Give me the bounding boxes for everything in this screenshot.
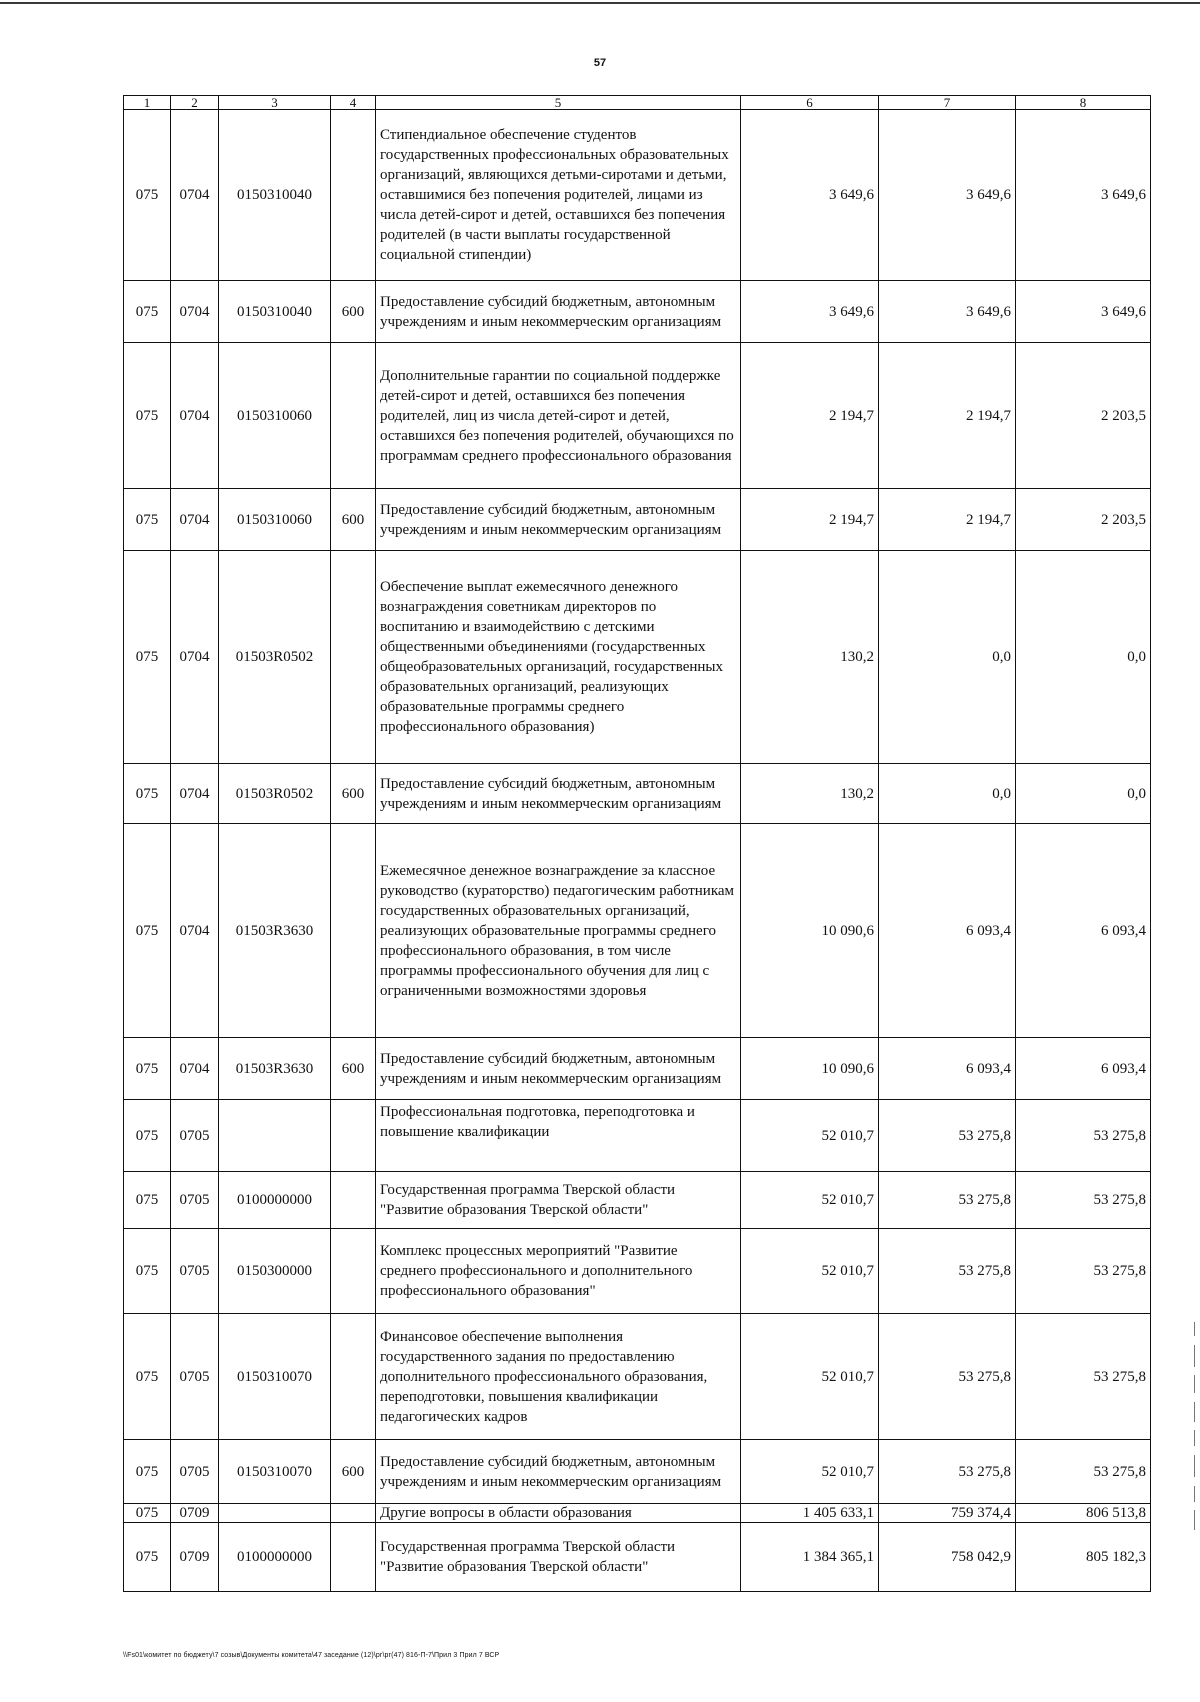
cell-item-name: Государственная программа Тверской области "Развитие образования Тверской области" (376, 1172, 741, 1229)
cell-item-name: Финансовое обеспечение выполнения государственного задания по предоставлению дополнительного профессионального образования, переподготовки, повышения квалификации педагогических кадров (376, 1314, 741, 1440)
table-row (124, 343, 1151, 489)
column-header: 5 (376, 96, 741, 110)
table-row (124, 489, 1151, 551)
cell-ministry-code: 075 (124, 551, 171, 764)
cell-expense-type: 600 (331, 489, 376, 551)
cell-section-code: 0704 (171, 764, 219, 824)
cell-ministry-code: 075 (124, 1504, 171, 1523)
scan-edge-mark (1194, 1345, 1195, 1367)
cell-expense-type: 600 (331, 1440, 376, 1504)
cell-target-code: 01503R0502 (219, 551, 331, 764)
cell-item-name: Предоставление субсидий бюджетным, автономным учреждениям и иным некоммерческим организациям (376, 764, 741, 824)
cell-amount-year-1: 130,2 (741, 764, 879, 824)
cell-section-code: 0704 (171, 489, 219, 551)
cell-section-code: 0705 (171, 1172, 219, 1229)
cell-ministry-code: 075 (124, 1172, 171, 1229)
cell-section-code: 0704 (171, 343, 219, 489)
cell-expense-type (331, 824, 376, 1038)
cell-item-name: Предоставление субсидий бюджетным, автономным учреждениям и иным некоммерческим организациям (376, 489, 741, 551)
budget-table (123, 95, 1151, 1592)
cell-target-code: 0150300000 (219, 1229, 331, 1314)
cell-amount-year-2: 53 275,8 (879, 1100, 1016, 1172)
table-row (124, 1504, 1151, 1523)
cell-target-code: 0150310040 (219, 281, 331, 343)
cell-ministry-code: 075 (124, 281, 171, 343)
cell-target-code: 0150310040 (219, 110, 331, 281)
cell-amount-year-1: 52 010,7 (741, 1229, 879, 1314)
cell-amount-year-3: 53 275,8 (1016, 1314, 1151, 1440)
cell-amount-year-2: 2 194,7 (879, 343, 1016, 489)
cell-ministry-code: 075 (124, 1100, 171, 1172)
cell-section-code: 0705 (171, 1440, 219, 1504)
cell-target-code: 0150310070 (219, 1440, 331, 1504)
table-row (124, 1523, 1151, 1592)
cell-expense-type (331, 1504, 376, 1523)
cell-target-code: 0100000000 (219, 1172, 331, 1229)
cell-amount-year-3: 6 093,4 (1016, 824, 1151, 1038)
cell-section-code: 0704 (171, 110, 219, 281)
cell-section-code: 0704 (171, 1038, 219, 1100)
table-row (124, 1229, 1151, 1314)
table-row (124, 1440, 1151, 1504)
cell-target-code: 01503R3630 (219, 824, 331, 1038)
cell-amount-year-1: 1 405 633,1 (741, 1504, 879, 1523)
cell-ministry-code: 075 (124, 1523, 171, 1592)
cell-target-code (219, 1504, 331, 1523)
table-row (124, 1314, 1151, 1440)
scan-edge-mark (1194, 1375, 1195, 1393)
column-header: 1 (124, 96, 171, 110)
table-row (124, 764, 1151, 824)
table-row (124, 1038, 1151, 1100)
cell-amount-year-2: 53 275,8 (879, 1314, 1016, 1440)
cell-ministry-code: 075 (124, 1440, 171, 1504)
cell-section-code: 0704 (171, 824, 219, 1038)
cell-ministry-code: 075 (124, 764, 171, 824)
cell-amount-year-2: 2 194,7 (879, 489, 1016, 551)
cell-amount-year-1: 10 090,6 (741, 824, 879, 1038)
cell-target-code: 01503R3630 (219, 1038, 331, 1100)
cell-amount-year-1: 3 649,6 (741, 110, 879, 281)
cell-amount-year-3: 53 275,8 (1016, 1100, 1151, 1172)
cell-expense-type (331, 343, 376, 489)
column-header: 4 (331, 96, 376, 110)
cell-amount-year-1: 3 649,6 (741, 281, 879, 343)
cell-expense-type (331, 1172, 376, 1229)
cell-amount-year-1: 52 010,7 (741, 1172, 879, 1229)
column-header: 8 (1016, 96, 1151, 110)
cell-amount-year-2: 0,0 (879, 764, 1016, 824)
table-row (124, 551, 1151, 764)
cell-amount-year-1: 52 010,7 (741, 1100, 879, 1172)
cell-section-code: 0705 (171, 1314, 219, 1440)
cell-section-code: 0704 (171, 551, 219, 764)
cell-target-code: 01503R0502 (219, 764, 331, 824)
cell-item-name: Дополнительные гарантии по социальной поддержке детей-сирот и детей, оставшихся без попечения родителей, лиц из числа детей-сирот и детей, оставшихся без попечения родителей, обучающихся по программам среднего профессионального образования (376, 343, 741, 489)
cell-amount-year-2: 758 042,9 (879, 1523, 1016, 1592)
cell-amount-year-1: 2 194,7 (741, 489, 879, 551)
cell-expense-type: 600 (331, 281, 376, 343)
cell-target-code (219, 1100, 331, 1172)
cell-amount-year-3: 53 275,8 (1016, 1172, 1151, 1229)
cell-amount-year-3: 2 203,5 (1016, 489, 1151, 551)
cell-amount-year-1: 2 194,7 (741, 343, 879, 489)
column-header: 2 (171, 96, 219, 110)
cell-amount-year-2: 6 093,4 (879, 824, 1016, 1038)
cell-amount-year-3: 53 275,8 (1016, 1229, 1151, 1314)
footer-file-path: \\Fs01\комитет по бюджету\7 созыв\Документы комитета\47 заседание (12)\рг\рг(47) 816-П-7\Прил 3 Прил 7 ВСР (123, 1652, 500, 1659)
cell-target-code: 0150310070 (219, 1314, 331, 1440)
cell-section-code: 0709 (171, 1523, 219, 1592)
column-header: 6 (741, 96, 879, 110)
cell-amount-year-3: 805 182,3 (1016, 1523, 1151, 1592)
cell-section-code: 0709 (171, 1504, 219, 1523)
scan-edge-mark (1194, 1510, 1195, 1530)
cell-amount-year-1: 10 090,6 (741, 1038, 879, 1100)
top-border-line (0, 2, 1200, 4)
cell-ministry-code: 075 (124, 1314, 171, 1440)
cell-item-name: Ежемесячное денежное вознаграждение за классное руководство (кураторство) педагогическим работникам государственных образовательных организаций, реализующих образовательные программы среднего профессионального образования, в том числе программы профессионального обучения для лиц с ограниченными возможностями здоровья (376, 824, 741, 1038)
cell-item-name: Обеспечение выплат ежемесячного денежного вознаграждения советникам директоров по воспитанию и взаимодействию с детскими общественными объединениями (государственных общеобразовательных организаций, государственных образовательных организаций, реализующих образовательные программы среднего профессионального образования) (376, 551, 741, 764)
cell-ministry-code: 075 (124, 1229, 171, 1314)
cell-item-name: Предоставление субсидий бюджетным, автономным учреждениям и иным некоммерческим организациям (376, 1038, 741, 1100)
page-number: 57 (593, 57, 607, 69)
table-row (124, 1100, 1151, 1172)
cell-amount-year-2: 759 374,4 (879, 1504, 1016, 1523)
cell-target-code: 0100000000 (219, 1523, 331, 1592)
cell-item-name: Предоставление субсидий бюджетным, автономным учреждениям и иным некоммерческим организациям (376, 281, 741, 343)
cell-amount-year-2: 0,0 (879, 551, 1016, 764)
cell-item-name: Стипендиальное обеспечение студентов государственных профессиональных образовательных организаций, являющихся детьми-сиротами и детьми, оставшимися без попечения родителей, лицами из числа детей-сирот и детей, оставшихся без попечения родителей (в части выплаты государственной социальной стипендии) (376, 110, 741, 281)
cell-amount-year-2: 3 649,6 (879, 110, 1016, 281)
column-header: 3 (219, 96, 331, 110)
cell-item-name: Комплекс процессных мероприятий "Развитие среднего профессионального и дополнительного профессионального образования" (376, 1229, 741, 1314)
cell-item-name: Профессиональная подготовка, переподготовка и повышение квалификации (376, 1100, 741, 1172)
cell-amount-year-3: 0,0 (1016, 551, 1151, 764)
scan-edge-mark (1194, 1322, 1195, 1336)
cell-expense-type (331, 1100, 376, 1172)
table-row (124, 110, 1151, 281)
cell-item-name: Предоставление субсидий бюджетным, автономным учреждениям и иным некоммерческим организациям (376, 1440, 741, 1504)
cell-amount-year-2: 6 093,4 (879, 1038, 1016, 1100)
cell-amount-year-2: 53 275,8 (879, 1172, 1016, 1229)
cell-amount-year-1: 130,2 (741, 551, 879, 764)
cell-target-code: 0150310060 (219, 489, 331, 551)
cell-expense-type: 600 (331, 1038, 376, 1100)
cell-target-code: 0150310060 (219, 343, 331, 489)
scan-edge-mark (1194, 1402, 1195, 1422)
cell-ministry-code: 075 (124, 824, 171, 1038)
cell-amount-year-3: 2 203,5 (1016, 343, 1151, 489)
cell-ministry-code: 075 (124, 110, 171, 281)
cell-amount-year-3: 3 649,6 (1016, 281, 1151, 343)
cell-ministry-code: 075 (124, 343, 171, 489)
table-row (124, 1172, 1151, 1229)
scan-edge-mark (1194, 1430, 1195, 1446)
table-row (124, 824, 1151, 1038)
scan-edge-mark (1194, 1486, 1195, 1502)
cell-amount-year-3: 0,0 (1016, 764, 1151, 824)
cell-expense-type (331, 1523, 376, 1592)
cell-amount-year-1: 52 010,7 (741, 1314, 879, 1440)
cell-item-name: Другие вопросы в области образования (376, 1504, 741, 1523)
table-header-row (124, 96, 1151, 110)
cell-amount-year-1: 1 384 365,1 (741, 1523, 879, 1592)
column-header: 7 (879, 96, 1016, 110)
cell-ministry-code: 075 (124, 489, 171, 551)
cell-amount-year-2: 3 649,6 (879, 281, 1016, 343)
cell-section-code: 0705 (171, 1100, 219, 1172)
cell-expense-type (331, 1229, 376, 1314)
cell-expense-type (331, 1314, 376, 1440)
cell-section-code: 0704 (171, 281, 219, 343)
cell-amount-year-3: 806 513,8 (1016, 1504, 1151, 1523)
cell-amount-year-2: 53 275,8 (879, 1440, 1016, 1504)
cell-ministry-code: 075 (124, 1038, 171, 1100)
cell-expense-type (331, 110, 376, 281)
cell-amount-year-2: 53 275,8 (879, 1229, 1016, 1314)
cell-amount-year-1: 52 010,7 (741, 1440, 879, 1504)
cell-amount-year-3: 6 093,4 (1016, 1038, 1151, 1100)
scan-edge-mark (1194, 1455, 1195, 1477)
cell-section-code: 0705 (171, 1229, 219, 1314)
cell-expense-type (331, 551, 376, 764)
cell-item-name: Государственная программа Тверской области "Развитие образования Тверской области" (376, 1523, 741, 1592)
cell-expense-type: 600 (331, 764, 376, 824)
table-row (124, 281, 1151, 343)
cell-amount-year-3: 53 275,8 (1016, 1440, 1151, 1504)
cell-amount-year-3: 3 649,6 (1016, 110, 1151, 281)
